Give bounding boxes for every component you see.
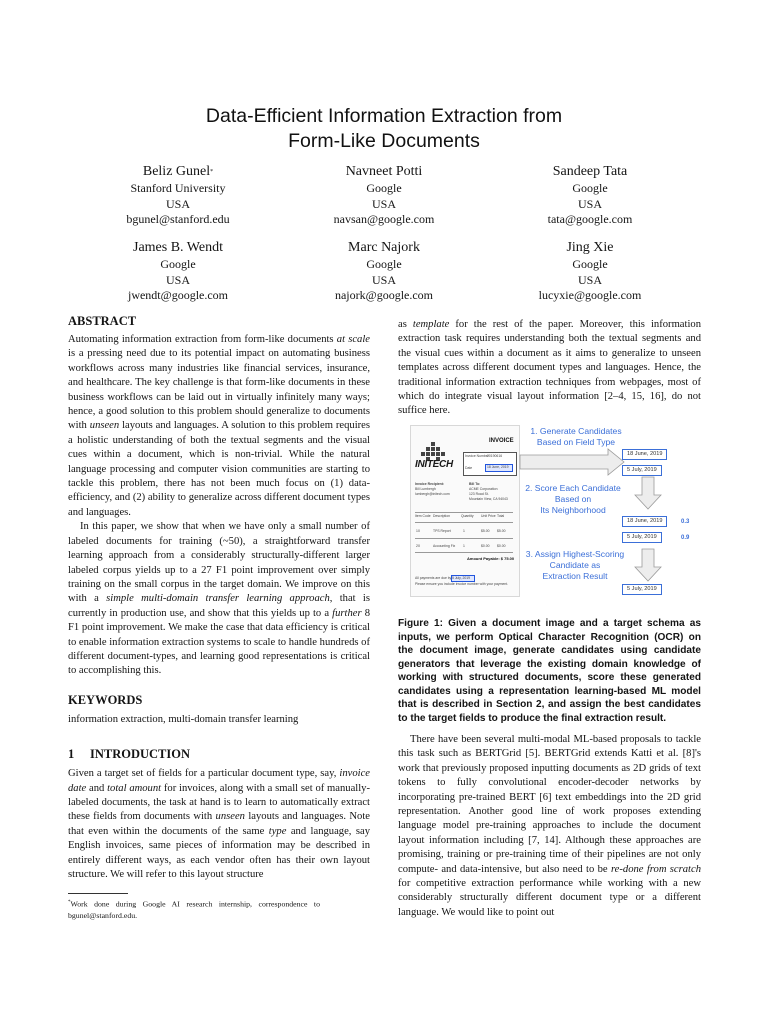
author-country: USA — [371, 272, 396, 287]
table-header: Item Code — [415, 514, 431, 518]
abstract-paragraph-2: In this paper, we show that when we have only a small number of labeled documents for training (~50), a straightforward transfer learning approach from a considerably structurally-different larger labeled corpus yields up to a 27 F1 point improvement over simply training on the small corpus in the target domain. We improve on this with a simple multi-domain transfer learning approach, that is currently in production use, and show that this yields up to a further 8 F1 point improvement. We make the case that data efficiency is critical to enable information extraction systems to scale to handle hundreds of different document-types, and learning good representations is critical to accomplishing this. — [68, 521, 370, 677]
author-affiliation: Google — [366, 181, 402, 195]
right-column-bottom — [398, 733, 701, 920]
table-cell: $5.00 — [481, 529, 490, 533]
author-country: USA — [577, 272, 602, 287]
table-cell: $0.00 — [497, 544, 506, 548]
title-line-1: Data-Efficient Information Extraction from — [205, 105, 563, 127]
invoice-date-value: 18 June, 2019 — [487, 465, 509, 469]
table-header: Unit Price — [481, 514, 496, 518]
result-chip: 5 July, 2019 — [622, 584, 662, 595]
left-column — [68, 314, 370, 882]
candidate-score: 0.9 — [681, 535, 690, 541]
section-title: INTRODUCTION — [90, 747, 191, 762]
author-block — [274, 239, 494, 304]
footnote-mark: * — [68, 900, 71, 905]
footnote-text: Work done during Google AI research internship, correspondence to bgunel@stanford.edu. — [68, 899, 320, 920]
right-column-top — [398, 318, 701, 419]
footnote — [68, 897, 320, 921]
section-number: 1 — [68, 747, 75, 762]
abstract-paragraph-1: Automating information extraction from form-like documents at scale is a pressing need due to its potential impact on automating business workflows across many industries like financial services, insurance, and healthcare. The key challenge is that form-like documents in these business workflows can be laid out in virtually infinitely many ways; hence, a good solution to this problem should generalize to documents with unseen layouts and languages. A solution to this problem requires a holistic understanding of both the textual segments and the visual cues within a document, which is non-trivial. While the natural language processing and computer vision communities are starting to tackle this problem, there has not been much focus on (1) data-efficiency, and (2) ability to generalize across different document types and languages. — [68, 334, 371, 518]
author-email: bgunel@stanford.edu — [126, 212, 230, 226]
author-affiliation: Stanford University — [130, 181, 226, 195]
step-3-label: 3. Assign Highest-Scoring Candidate as Extraction Result — [525, 549, 625, 581]
author-email: navsan@google.com — [333, 212, 435, 226]
amount-payable: Amount Payable: $ 75.00 — [467, 556, 515, 561]
candidate-score: 0.3 — [681, 519, 690, 525]
invoice-recipient-label: Invoice Recipient: — [415, 482, 445, 486]
right-paragraph-1: as template for the rest of the paper. Moreover, this information extraction task requires understanding both the textual segments and the visual cues within a document as it aims to generalize to unseen templates across different document types and languages. Hence, the traditional information extraction techniques from webpages, most of which do integrate visual layout information [2–4, 15, 16], do not suffice here. — [398, 319, 701, 417]
keywords-text: information extraction, multi-domain transfer learning — [68, 713, 299, 725]
author-email: jwendt@google.com — [127, 288, 229, 302]
author-block — [274, 163, 494, 228]
author-country: USA — [165, 196, 190, 211]
author-email: tata@google.com — [547, 212, 633, 226]
author-email: najork@google.com — [334, 288, 434, 302]
invoice-footer-text: Please ensure you include invoice number with your payment. — [415, 582, 509, 586]
table-header: Description — [433, 514, 450, 518]
author-affiliation: Google — [160, 257, 196, 271]
step-1-label: 1. Generate Candidates Based on Field Type — [530, 426, 622, 447]
intro-heading — [68, 747, 370, 762]
scored-candidate-chip: 5 July, 2019 — [622, 532, 662, 543]
invoice-footer-date: 5 July, 2019 — [452, 576, 471, 580]
table-cell: $0.00 — [481, 544, 490, 548]
invoice-recipient-line: lumbergh@initech.com — [415, 492, 450, 496]
author-country: USA — [371, 196, 396, 211]
table-cell: $5.00 — [497, 529, 506, 533]
author-affiliation: Google — [572, 257, 608, 271]
title-line-2: Form-Like Documents — [288, 130, 480, 152]
table-cell: 2X — [416, 544, 421, 548]
table-cell: TPS Report — [433, 529, 451, 533]
table-header: Quantity — [461, 514, 474, 518]
author-block — [68, 239, 288, 304]
bill-to-line: Mountain View, CA 94043 — [469, 497, 508, 501]
invoice-recipient-line: Bill Lumbergh — [415, 487, 436, 491]
invoice-logo-text: INITECH — [415, 459, 453, 470]
scored-candidate-chip: 18 June, 2019 — [622, 516, 667, 527]
author-affiliation: Google — [366, 257, 402, 271]
bill-to-line: 123 Road St. — [469, 492, 489, 496]
author-name: Beliz Gunel — [142, 164, 211, 179]
table-cell: 1X — [416, 529, 421, 533]
candidate-chip: 5 July, 2019 — [622, 465, 662, 476]
abstract-heading: ABSTRACT — [68, 314, 137, 328]
author-block — [480, 163, 700, 228]
bill-to-label: Bill To: — [469, 482, 481, 486]
table-cell: 1 — [463, 529, 465, 533]
figure-caption: Figure 1: Given a document image and a target schema as inputs, we perform Optical Character Recognition (OCR) on the document image, generate candidates using candidate generators that leverage the existing domain knowledge of working with structured documents, score these generated candidates using a representation learning-based ML model that is described in Section 2, and assign the best candidates to the target fields to produce the final extraction result. — [398, 618, 701, 724]
author-name: Sandeep Tata — [552, 164, 628, 179]
table-cell: Accounting Fix — [433, 544, 456, 548]
author-country: USA — [577, 196, 602, 211]
invoice-number-value: 20190616 — [487, 454, 503, 458]
author-block — [68, 163, 288, 228]
invoice-title: INVOICE — [489, 438, 514, 444]
table-header: Total — [497, 514, 505, 518]
keywords-heading: KEYWORDS — [68, 692, 143, 707]
author-name: Marc Najork — [348, 240, 420, 255]
paper-title — [0, 104, 768, 154]
author-country: USA — [165, 272, 190, 287]
table-cell: 1 — [463, 544, 465, 548]
author-email: lucyxie@google.com — [538, 288, 642, 302]
footnote-mark: * — [210, 169, 214, 175]
author-name: Navneet Potti — [345, 164, 423, 179]
author-name: Jing Xie — [566, 240, 614, 255]
author-name: James B. Wendt — [133, 240, 223, 255]
author-block — [480, 239, 700, 304]
author-affiliation: Google — [572, 181, 608, 195]
invoice-date-label: Date — [465, 466, 473, 470]
step-2-label: 2. Score Each Candidate Based on Its Neighborhood — [525, 483, 621, 515]
right-paragraph-2: There have been several multi-modal ML-based proposals to tackle this task such as BERTGrid [5]. BERTGrid extends Katti et al. [8]'s work that previously proposed inputting documents as 2D grids of text tokens to fully convolutional encoder-decoder networks by incorporating pre-trained BERT [6] text embeddings into the 2D grid representation. Another good line of work proposes extending language model pre-training approaches to include the document layout information including [7, 14]. Although these approaches are promising, training or pre-training time of their pipelines are not only compute- and data-intensive, but also need to be re-done from scratch for competitive extraction performance while working with a new considerably structurally different document type or a different language. We would like to point out — [398, 734, 701, 918]
footnote-rule — [68, 893, 128, 894]
bill-to-line: ACME Corporation — [469, 487, 498, 491]
invoice-number-label: Invoice Number — [465, 454, 489, 458]
invoice-footer-text: All payments are due by — [415, 576, 452, 580]
figure-1 — [410, 425, 696, 601]
candidate-chip: 18 June, 2019 — [622, 449, 667, 460]
intro-paragraph: Given a target set of fields for a particular document type, say, invoice date and total amount for invoices, along with a small set of manually-labeled documents, the task at hand is to learn to automatically extract these fields from documents with unseen layouts and languages. Note that even within the documents of the same type and language, say English invoices, same pieces of information may be described in entirely different ways, as each vendor often has their own layout structure. We will refer to this layout structure — [68, 768, 370, 880]
